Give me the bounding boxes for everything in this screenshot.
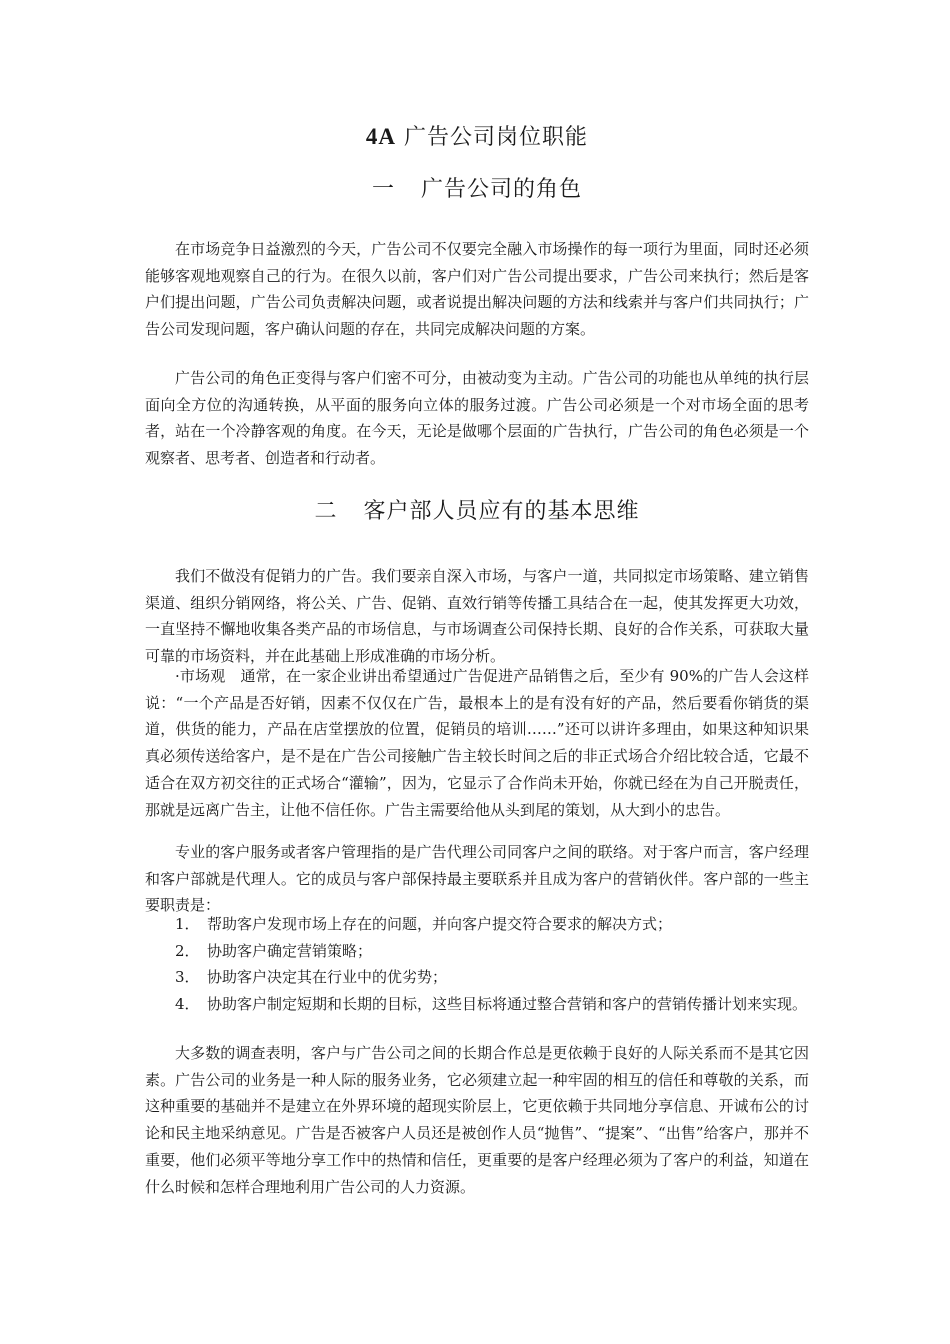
list-text: 协助客户决定其在行业中的优劣势； [207, 968, 448, 987]
title-text: 广告公司岗位职能 [404, 125, 589, 150]
paragraph: 在市场竞争日益激烈的今天，广告公司不仅要完全融入市场操作的每一项行为里面，同时还必须能够客观地观察自己的行为。在很久以前，客户们对广告公司提出要求，广告公司来执行；然后是客户们提出问题，广告公司负责解决问题，或者说提出解决问题的方法和线索并与客户们共同执行；广告公司发现问题，客户确认问题的存在，共同完成解决问题的方案。 [145, 240, 809, 339]
section-heading-1 [145, 172, 809, 203]
paragraph: 我们不做没有促销力的广告。我们要亲自深入市场，与客户一道，共同拟定市场策略、建立销售渠道、组织分销网络，将公关、广告、促销、直效行销等传播工具结合在一起，使其发挥更大功效，一直坚持不懈地收集各类产品的市场信息，与市场调查公司保持长期、良好的合作关系，可获取大量可靠的市场资料，并在此基础上形成准确的市场分析。 [145, 567, 809, 666]
page-title [145, 120, 809, 151]
section-number: 二 [314, 499, 338, 524]
list-item [175, 964, 809, 991]
section-heading-2 [145, 494, 809, 525]
list-number: 3． [175, 968, 200, 987]
section-number: 一 [371, 177, 395, 202]
list-number: 1． [175, 915, 200, 933]
paragraph: 专业的客户服务或者客户管理指的是广告代理公司同客户之间的联络。对于客户而言，客户经理和客户部就是代理人。它的成员与客户部保持最主要联系并且成为客户的营销伙伴。客户部的一些主要职责是： [145, 843, 809, 915]
list-item [175, 938, 809, 965]
list-number: 2． [175, 941, 200, 960]
section-title: 广告公司的角色 [421, 177, 583, 202]
paragraph: 广告公司的角色正变得与客户们密不可分，由被动变为主动。广告公司的功能也从单纯的执行层面向全方位的沟通转换，从平面的服务向立体的服务过渡。广告公司必须是一个对市场全面的思考者，站在一个冷静客观的角度。在今天，无论是做哪个层面的广告执行，广告公司的角色必须是一个观察者、思考者、创造者和行动者。 [145, 369, 809, 468]
duties-list [175, 911, 809, 1018]
title-prefix: 4A [365, 124, 397, 149]
list-text: 协助客户制定短期和长期的目标，这些目标将通过整合营销和客户的营销传播计划来实现。 [207, 995, 808, 1014]
list-text: 协助客户确定营销策略； [207, 941, 373, 960]
paragraph: ·市场观 通常，在一家企业讲出希望通过广告促进产品销售之后，至少有 90%的广告人会这样说：“一个产品是否好销，因素不仅仅在广告，最根本上的是有没有好的产品，然后要看你销货的渠道，供货的能力，产品在店堂摆放的位置，促销员的培训……”还可以讲许多理由，如果这种知识果真必须传送给客户，是不是在广告公司接触广告主较长时间之后的非正式场合介绍比较合适，它最不适合在双方初交往的正式场合“灌输”，因为，它显示了合作尚未开始，你就已经在为自己开脱责任，那就是远离广告主，让他不信任你。广告主需要给他从头到尾的策划，从大到小的忠告。 [145, 667, 809, 819]
section-title: 客户部人员应有的基本思维 [363, 499, 640, 524]
list-text: 帮助客户发现市场上存在的问题，并向客户提交符合要求的解决方式； [207, 915, 673, 933]
list-item [175, 991, 809, 1018]
list-item [175, 911, 809, 938]
paragraph: 大多数的调查表明，客户与广告公司之间的长期合作总是更依赖于良好的人际关系而不是其它因素。广告公司的业务是一种人际的服务业务，它必须建立起一种牢固的相互的信任和尊敬的关系，而这种重要的基础并不是建立在外界环境的超现实阶层上，它更依赖于共同地分享信息、开诚布公的讨论和民主地采纳意见。广告是否被客户人员还是被创作人员“抛售”、“提案”、“出售”给客户，那并不重要，他们必须平等地分享工作中的热情和信任，更重要的是客户经理必须为了客户的利益，知道在什么时候和怎样合理地利用广告公司的人力资源。 [145, 1044, 809, 1196]
list-number: 4． [175, 995, 200, 1014]
